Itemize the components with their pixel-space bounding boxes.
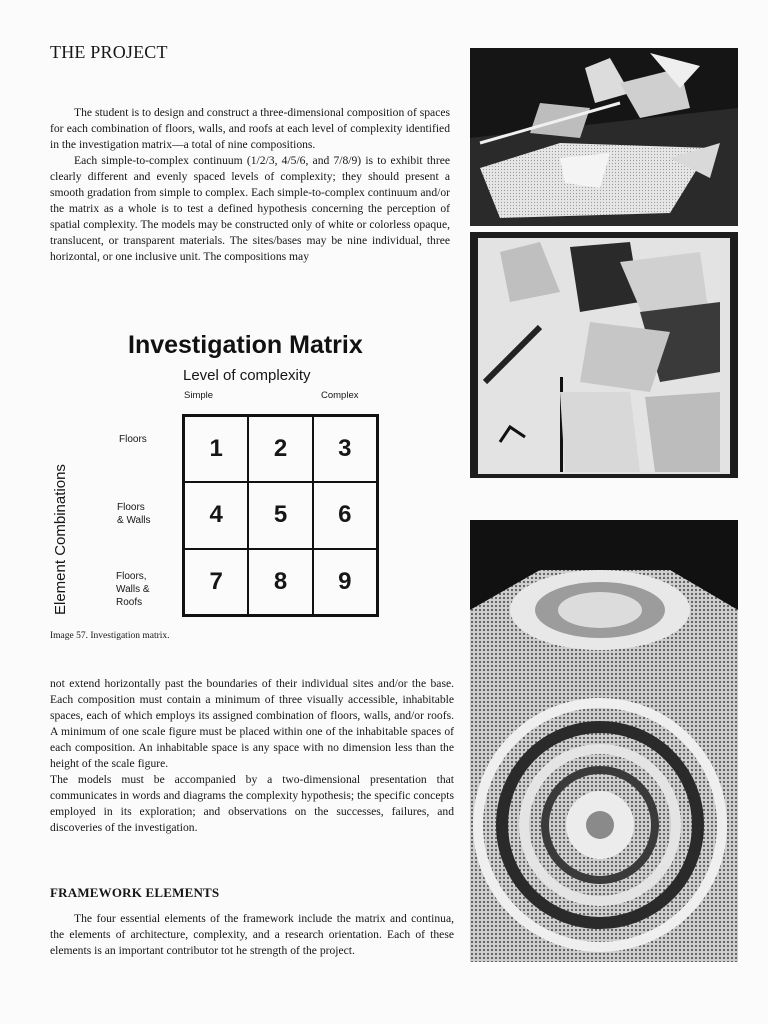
matrix-cell-6: 6 [313,482,377,548]
continuation-paragraph-1: not extend horizontally past the boundaries of their individual sites and/or the base. Each composition must contain a minimum of three visually accessible, inhabitable spaces, each of which employs its assigned combination of floors, walls, and/or roofs. A minimum of one scale figure must be placed within one of the inhabitable spaces of each composition. An inhabitable space is any space with no dimension less than the height of the scale figure. [50,677,454,770]
matrix-simple-label: Simple [184,390,214,401]
matrix-row-label-floors [119,433,147,446]
row-label-line: Floors [119,434,147,445]
matrix-row-label-floors-walls-roofs [116,570,150,609]
model-photo-2-image [470,232,738,478]
matrix-grid [182,414,379,617]
matrix-level-label: Level of complexity [183,367,311,384]
intro-text [50,105,450,265]
framework-heading: FRAMEWORK ELEMENTS [50,885,220,900]
row-label-line: Walls & [116,584,150,595]
model-photo-3 [470,520,738,962]
matrix-side-label: Element Combinations [52,464,69,615]
matrix-cell-8: 8 [248,549,312,615]
matrix-row-label-floors-walls [117,501,151,527]
model-photo-1 [470,48,738,226]
model-photo-3-image [470,520,738,962]
model-photo-1-image [470,48,738,226]
matrix-cell-5: 5 [248,482,312,548]
matrix-cell-7: 7 [184,549,248,615]
model-photo-2 [470,232,738,478]
row-label-line: Floors [117,502,145,513]
matrix-title: Investigation Matrix [128,331,363,359]
matrix-cell-9: 9 [313,549,377,615]
matrix-complex-label: Complex [321,390,359,401]
intro-paragraph-1: The student is to design and construct a three-dimensional composition of spaces for each combination of floors, walls, and roofs at each level of complexity identified in the investigation matrix—a total of nine compositions. [50,106,450,151]
matrix-cell-1: 1 [184,416,248,482]
page-heading: THE PROJECT [50,42,168,62]
matrix-cell-4: 4 [184,482,248,548]
matrix-cell-3: 3 [313,416,377,482]
row-label-line: & Walls [117,515,151,526]
matrix-cell-2: 2 [248,416,312,482]
figure-caption: Image 57. Investigation matrix. [50,631,170,641]
row-label-line: Floors, [116,571,147,582]
continuation-text [50,676,454,836]
framework-text [50,911,454,959]
intro-paragraph-2: Each simple-to-complex continuum (1/2/3, 4/5/6, and 7/8/9) is to exhibit three clearly different and evenly spaced levels of complexity; they should present a smooth gradation from simple to complex. Each simple-to-complex continuum and/or the matrix as a whole is to test a defined hypothesis concerning the perception of spatial complexity. The models may be constructed only of white or colorless opaque, translucent, or transparent materials. The sites/bases may be nine individual, three horizontal, or one inclusive unit. The compositions may [50,154,450,263]
continuation-paragraph-2: The models must be accompanied by a two-dimensional presentation that communicates in words and diagrams the complexity hypothesis; the specific concepts employed in its exploration; and observations on the successes, failures, and discoveries of the investigation. [50,773,454,834]
row-label-line: Roofs [116,597,143,608]
framework-paragraph: The four essential elements of the framework include the matrix and continua, the elements of architecture, complexity, and a research orientation. Each of these elements is an important contributor tot he strength of the project. [50,912,454,957]
